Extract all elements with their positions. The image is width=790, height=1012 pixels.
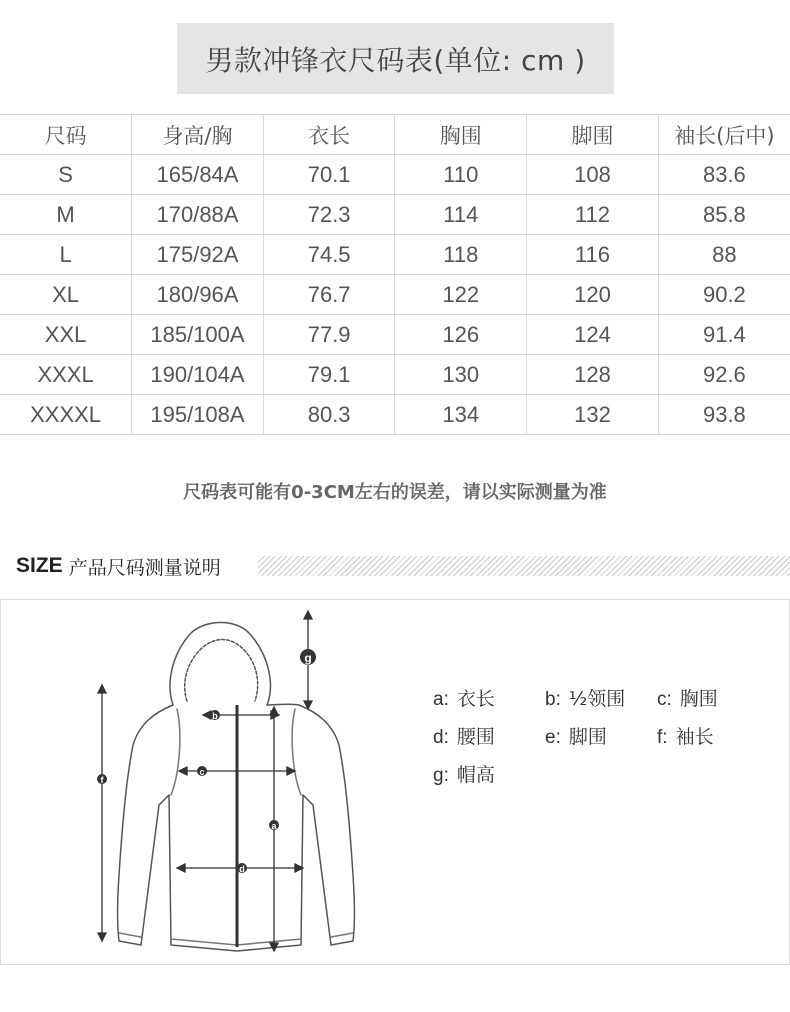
cell-hem: 108 bbox=[527, 155, 659, 195]
legend-key: b: bbox=[545, 688, 561, 710]
cell-size: XXXXL bbox=[0, 395, 132, 435]
legend-label: 胸围 bbox=[679, 687, 718, 710]
cell-chest: 114 bbox=[395, 195, 527, 235]
legend-item bbox=[657, 722, 769, 749]
cell-height-chest: 185/100A bbox=[132, 315, 264, 355]
legend-label: 衣长 bbox=[456, 687, 495, 710]
legend-item bbox=[545, 684, 657, 711]
legend-key: c: bbox=[657, 688, 672, 710]
measurement-diagram bbox=[0, 599, 790, 965]
legend-key: f: bbox=[657, 726, 668, 748]
cell-length: 74.5 bbox=[263, 235, 395, 275]
cell-size: XL bbox=[0, 275, 132, 315]
legend-label: 腰围 bbox=[456, 725, 495, 748]
cell-size: XXL bbox=[0, 315, 132, 355]
legend-label: 帽高 bbox=[456, 763, 495, 786]
column-header-chest: 胸围 bbox=[395, 115, 527, 155]
jacket-illustration bbox=[61, 605, 361, 957]
cell-size: S bbox=[0, 155, 132, 195]
cell-height-chest: 180/96A bbox=[132, 275, 264, 315]
cell-height-chest: 170/88A bbox=[132, 195, 264, 235]
cell-hem: 116 bbox=[527, 235, 659, 275]
legend-row bbox=[433, 754, 769, 792]
legend-key: e: bbox=[545, 726, 561, 748]
cell-chest: 126 bbox=[395, 315, 527, 355]
table-row bbox=[0, 155, 790, 195]
cell-sleeve: 85.8 bbox=[658, 195, 790, 235]
legend-row bbox=[433, 678, 769, 716]
cell-hem: 124 bbox=[527, 315, 659, 355]
cell-sleeve: 91.4 bbox=[658, 315, 790, 355]
cell-sleeve: 93.8 bbox=[658, 395, 790, 435]
legend-label: 袖长 bbox=[675, 725, 714, 748]
marker-d-label: d bbox=[239, 864, 245, 874]
cell-height-chest: 165/84A bbox=[132, 155, 264, 195]
table-row bbox=[0, 235, 790, 275]
marker-c-label: c bbox=[199, 767, 205, 777]
cell-size: L bbox=[0, 235, 132, 275]
legend-label: 脚围 bbox=[568, 725, 607, 748]
column-header-size: 尺码 bbox=[0, 115, 132, 155]
cell-chest: 110 bbox=[395, 155, 527, 195]
table-row bbox=[0, 195, 790, 235]
section-heading bbox=[16, 552, 221, 580]
size-table bbox=[0, 114, 790, 435]
legend-key: a: bbox=[433, 688, 449, 710]
cell-hem: 112 bbox=[527, 195, 659, 235]
measurement-legend bbox=[433, 678, 769, 792]
marker-b-label: b bbox=[212, 711, 218, 721]
table-header-row bbox=[0, 115, 790, 155]
legend-row bbox=[433, 716, 769, 754]
marker-f-label: f bbox=[100, 775, 104, 785]
column-header-sleeve: 袖长(后中) bbox=[658, 115, 790, 155]
cell-height-chest: 175/92A bbox=[132, 235, 264, 275]
table-row bbox=[0, 355, 790, 395]
column-header-length: 衣长 bbox=[263, 115, 395, 155]
cell-length: 70.1 bbox=[263, 155, 395, 195]
cell-length: 72.3 bbox=[263, 195, 395, 235]
cell-size: XXXL bbox=[0, 355, 132, 395]
cell-hem: 132 bbox=[527, 395, 659, 435]
legend-item bbox=[433, 760, 545, 787]
legend-item bbox=[433, 722, 545, 749]
legend-key: g: bbox=[433, 764, 449, 786]
section-heading-cn: 产品尺码测量说明 bbox=[68, 556, 221, 579]
cell-chest: 122 bbox=[395, 275, 527, 315]
table-row bbox=[0, 395, 790, 435]
cell-chest: 118 bbox=[395, 235, 527, 275]
cell-length: 80.3 bbox=[263, 395, 395, 435]
section-heading-en: SIZE bbox=[16, 554, 63, 577]
cell-sleeve: 90.2 bbox=[658, 275, 790, 315]
cell-height-chest: 190/104A bbox=[132, 355, 264, 395]
cell-sleeve: 88 bbox=[658, 235, 790, 275]
table-row bbox=[0, 275, 790, 315]
cell-chest: 130 bbox=[395, 355, 527, 395]
cell-size: M bbox=[0, 195, 132, 235]
cell-length: 79.1 bbox=[263, 355, 395, 395]
marker-a-label: a bbox=[271, 821, 277, 831]
table-row bbox=[0, 315, 790, 355]
legend-item bbox=[433, 684, 545, 711]
legend-label: ½领围 bbox=[568, 687, 626, 710]
cell-sleeve: 83.6 bbox=[658, 155, 790, 195]
measurement-note: 尺码表可能有0-3CM左右的误差，请以实际测量为准 bbox=[183, 482, 607, 503]
cell-length: 77.9 bbox=[263, 315, 395, 355]
cell-height-chest: 195/108A bbox=[132, 395, 264, 435]
legend-item bbox=[657, 684, 769, 711]
legend-item bbox=[545, 722, 657, 749]
column-header-hem: 脚围 bbox=[527, 115, 659, 155]
cell-hem: 128 bbox=[527, 355, 659, 395]
cell-chest: 134 bbox=[395, 395, 527, 435]
column-header-height-chest: 身高/胸 bbox=[132, 115, 264, 155]
cell-length: 76.7 bbox=[263, 275, 395, 315]
size-chart-title: 男款冲锋衣尺码表(单位: cm ) bbox=[177, 23, 614, 94]
cell-hem: 120 bbox=[527, 275, 659, 315]
hatch-divider bbox=[258, 556, 790, 576]
marker-g-label: g bbox=[304, 651, 312, 665]
legend-key: d: bbox=[433, 726, 449, 748]
cell-sleeve: 92.6 bbox=[658, 355, 790, 395]
